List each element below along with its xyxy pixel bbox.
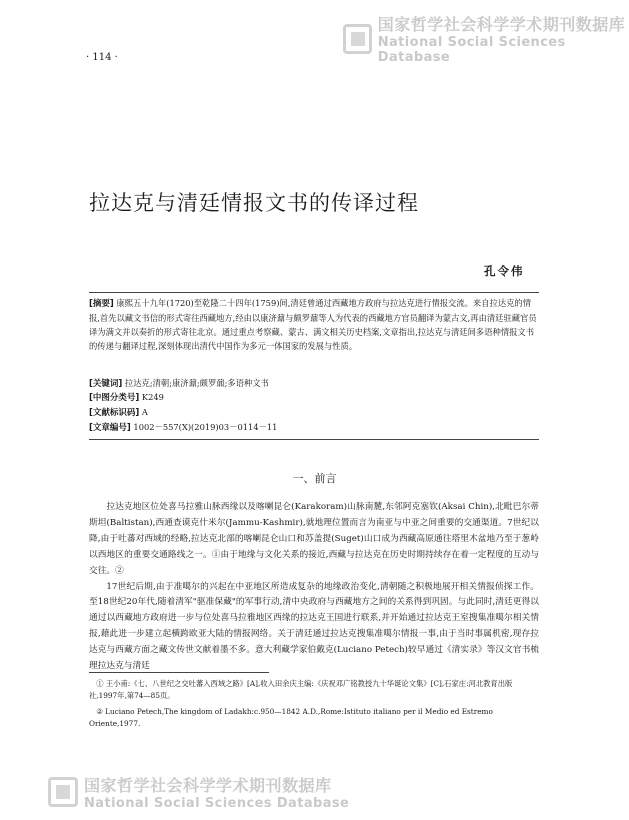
page-number: · 114 · xyxy=(86,52,118,63)
article-no-line xyxy=(89,420,539,435)
watermark-top xyxy=(343,12,629,65)
article-no-label: [文章编号] xyxy=(89,423,131,433)
doc-code-line xyxy=(89,405,539,420)
footnote-1: ① 王小甫:《七、八世纪之交吐蕃入西域之路》[A],收入田余庆主编:《庆祝邓广铭教授九十华诞论文集》[C],石家庄:河北教育出版社,1997年,第74—85页。 xyxy=(89,679,513,700)
keywords-line xyxy=(89,376,539,391)
footnote-2: ② Luciano Petech,The kingdom of Ladakh:c.950—1842 A.D.,Rome:Istituto italiano per il Medio ed Estremo Oriente,1977. xyxy=(89,707,493,728)
abstract-block xyxy=(89,296,539,353)
article-title: 拉达克与清廷情报文书的传译过程 xyxy=(89,191,419,215)
database-logo-icon xyxy=(343,24,372,54)
doc-code-text: A xyxy=(141,407,148,417)
footnote-rule xyxy=(89,672,269,673)
abstract-text: 康熙五十九年(1720)至乾隆二十四年(1759)间,清廷曾通过西藏地方政府与拉达克进行情报交流。来自拉达克的情报,首先以藏文书信的形式寄往西藏地方,经由以康济鼐与颇罗鼐等人为代表的西藏地方官员翻译为蒙古文,再由清廷驻藏官员译为满文并以奏折的形式寄往北京。通过重点考察藏、蒙古、满文相关历史档案,文章指出,拉达克与清廷间多语种情报文书的传递与翻译过程,深刻体现出清代中国作为多元一体国家的发展与性质。 xyxy=(89,298,537,351)
watermark-en: National Social Sciences Database xyxy=(84,796,350,811)
keywords-label: [关键词] xyxy=(89,379,123,389)
watermark-bottom xyxy=(48,773,349,811)
author-name: 孔令伟 xyxy=(484,264,525,278)
watermark-cn: 国家哲学社会科学学术期刊数据库 xyxy=(84,776,332,795)
watermark-en: National Social Sciences Database xyxy=(377,35,566,65)
database-logo-icon xyxy=(48,777,78,807)
section-heading: 一、前言 xyxy=(292,472,337,485)
bottom-rule xyxy=(89,439,539,440)
body-paragraph-1: 拉达克地区位处喜马拉雅山脉西缘以及喀喇昆仑(Karakoram)山脉南麓,东邻阿克塞钦(Aksai Chin),北毗巴尔蒂斯坦(Baltistan),西通查谟克什米尔(Jammu-Kashmir),就地理位置而言为南亚与中亚之间重要的交通渠道。7世纪以降,由于吐蕃对西域的经略,拉达克北部的喀喇昆仑山口和苏盖提(Suget)山口成为西藏高原通往塔里木盆地乃至于葱岭以西地区的重要交通路线之一。①由于地缘与文化关系的接近,西藏与拉达克在历史时期持续存在着一定程度的互动与交往。② xyxy=(89,502,539,576)
footnotes xyxy=(89,678,539,734)
body-paragraph-2: 17世纪后期,由于准噶尔的兴起在中亚地区所造成复杂的地缘政治变化,清朝随之积极地展开相关情报侦探工作。至18世纪20年代,随着清军"驱准保藏"的军事行动,清中央政府与西藏地方之间的关系得到巩固。与此同时,清廷更得以通过以西藏地方政府进一步与位处喜马拉雅地区西缘的拉达克王国进行联系,并开始通过拉达克王室搜集准噶尔相关情报,藉此进一步建立起横跨欧亚大陆的情报网络。关于清廷通过拉达克搜集准噶尔情报一事,由于当时事属机密,现存拉达克与西藏方面之藏文传世文献着墨不多。意大利藏学家伯戴克(Luciano Petech)较早通过《清实录》等汉文官书梳理拉达克与清廷 xyxy=(89,581,539,672)
abstract-label: [摘要] xyxy=(89,299,114,309)
clc-label: [中图分类号] xyxy=(89,393,140,403)
clc-line xyxy=(89,390,539,405)
body-text xyxy=(89,500,539,675)
doc-code-label: [文献标识码] xyxy=(89,408,140,418)
clc-text: K249 xyxy=(141,392,164,402)
watermark-cn: 国家哲学社会科学学术期刊数据库 xyxy=(377,15,626,34)
article-no-text: 1002－557(X)(2019)03－0114－11 xyxy=(133,422,278,432)
top-rule xyxy=(89,292,539,293)
keywords-text: 拉达克;清朝;康济鼐;颇罗鼐;多语种文书 xyxy=(124,378,269,388)
